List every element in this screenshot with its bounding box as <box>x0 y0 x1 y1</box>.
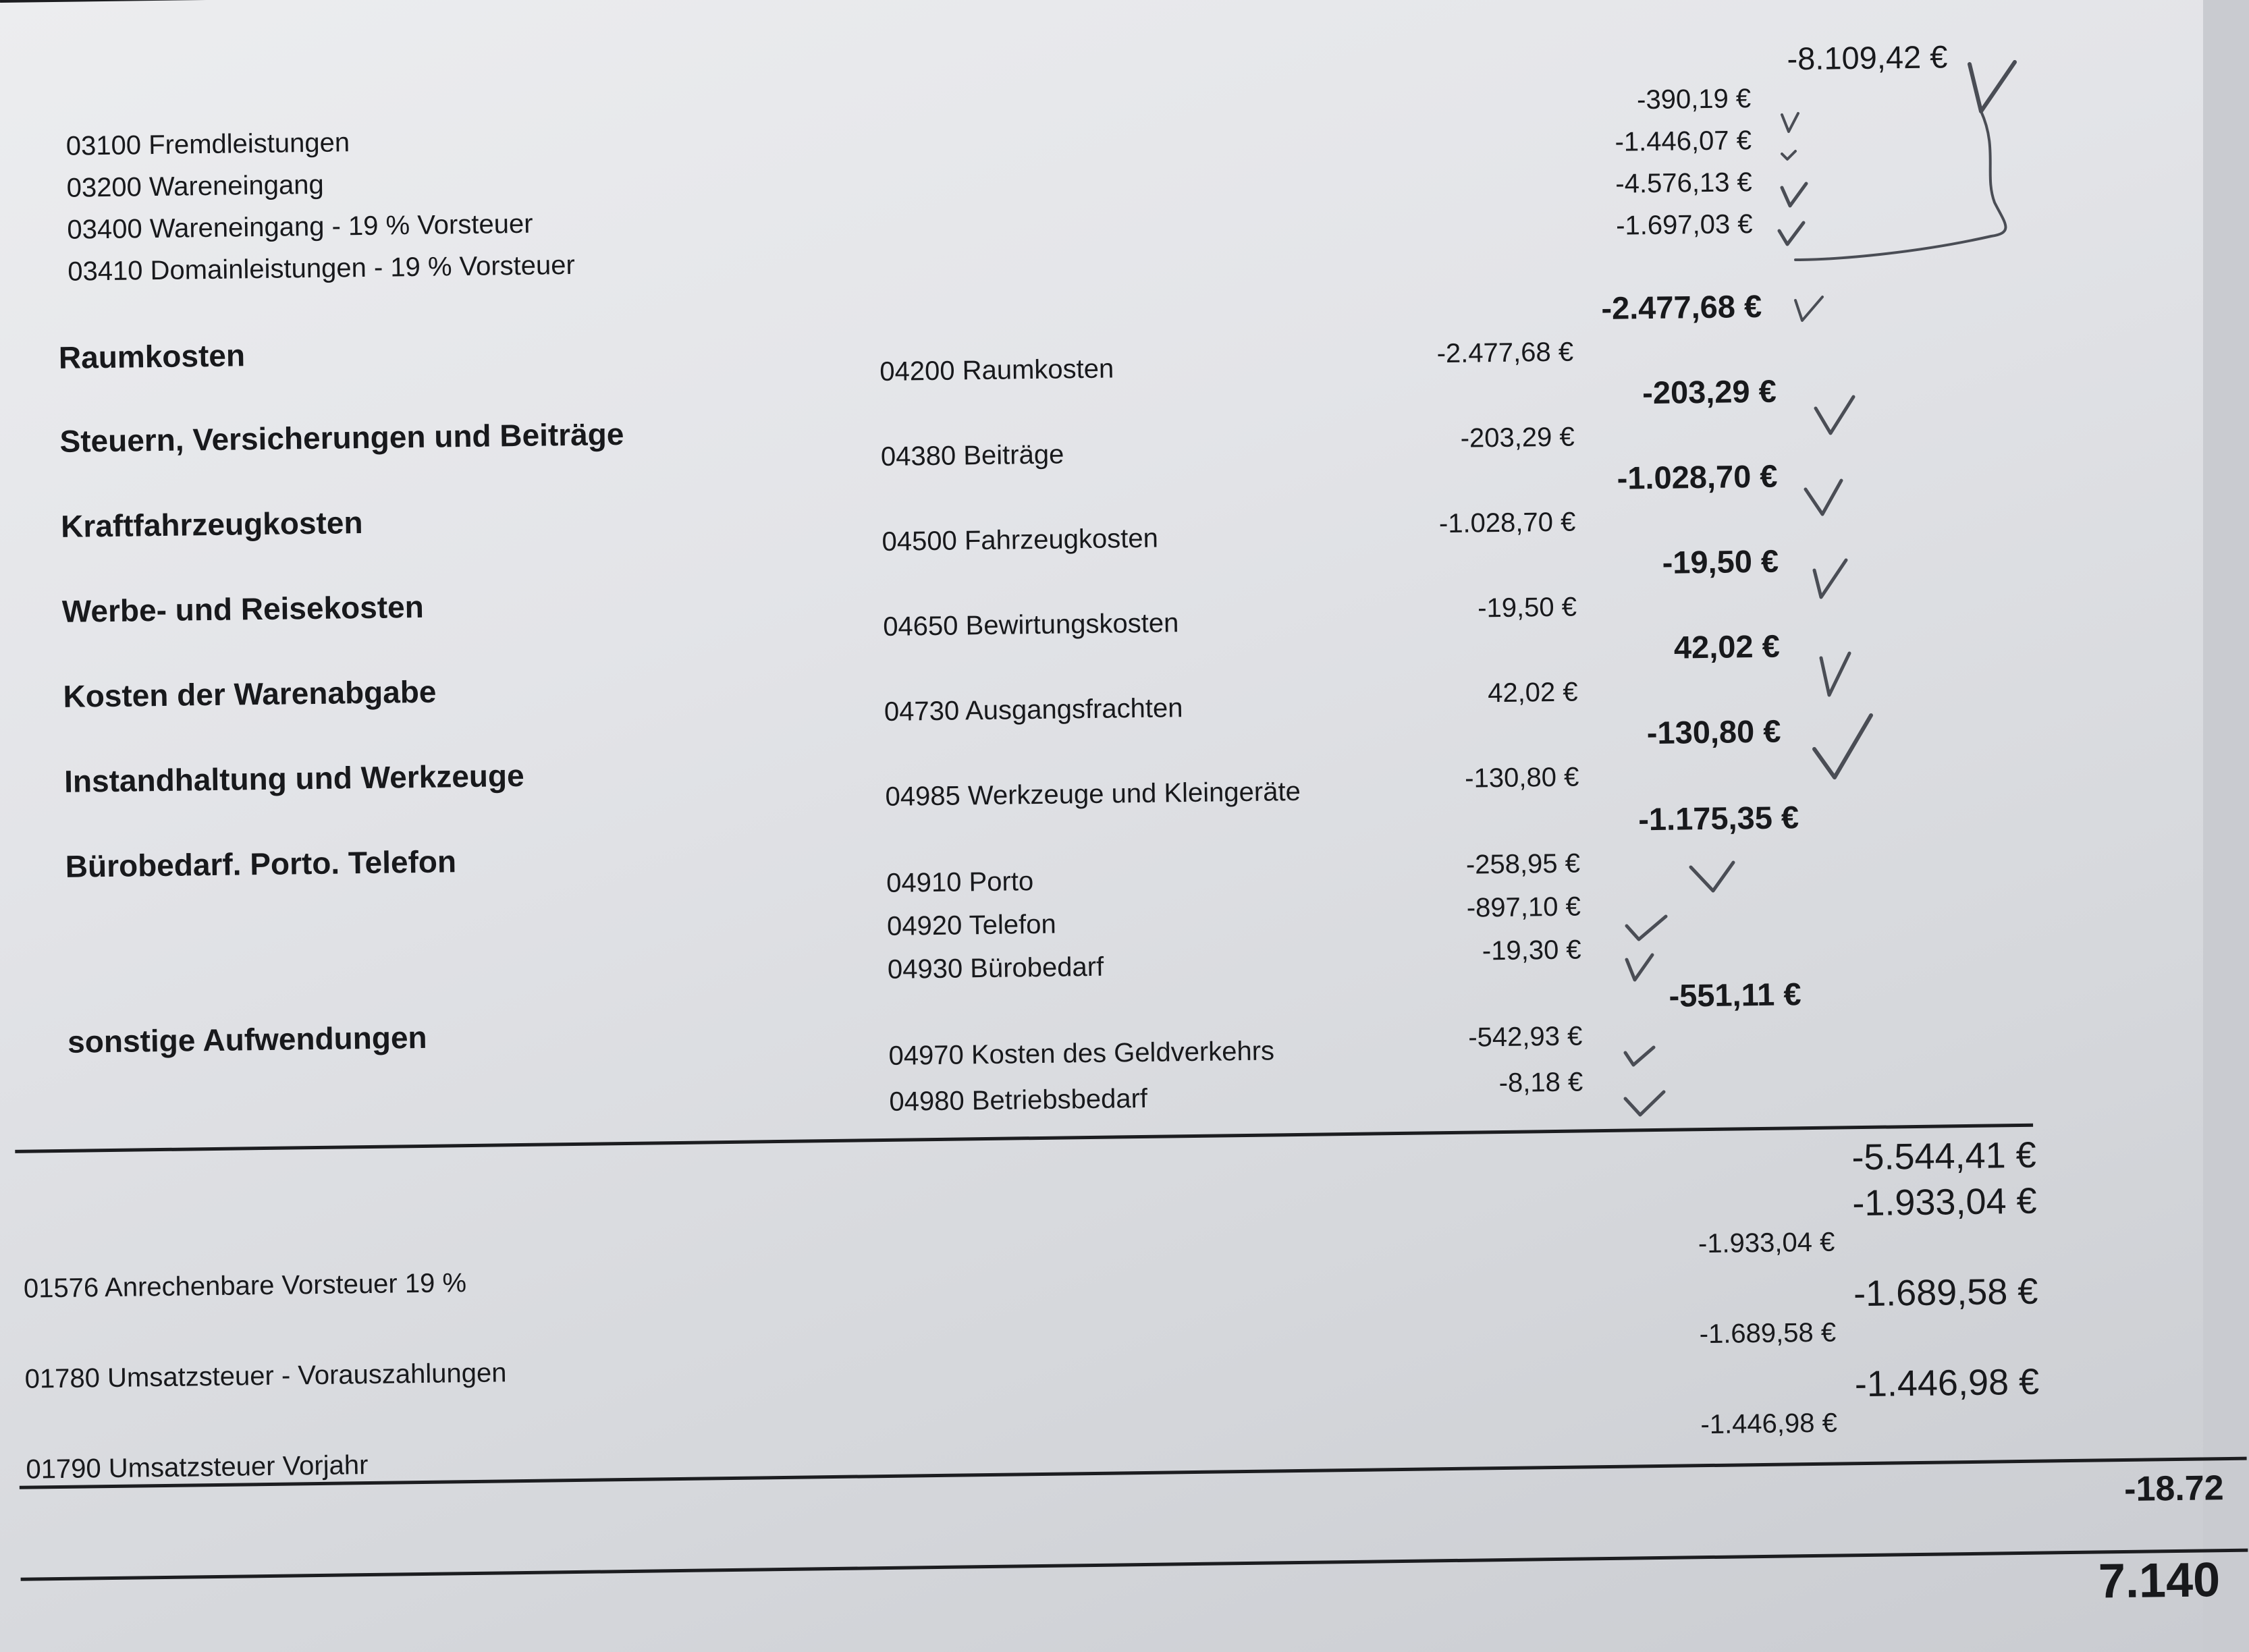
tax-label: 01576 Anrechenbare Vorsteuer 19 % <box>23 1268 467 1304</box>
account-label: 03400 Wareneingang - 19 % Vorsteuer <box>67 209 533 245</box>
account-value: -258,95 € <box>1465 848 1581 880</box>
group-total: 42,02 € <box>1673 628 1781 665</box>
account-value: -390,19 € <box>1636 84 1752 115</box>
group-heading: Werbe- und Reisekosten <box>61 588 425 629</box>
group-heading: Raumkosten <box>58 337 246 375</box>
account-value: -1.697,03 € <box>1615 209 1753 241</box>
account-label: 04650 Bewirtungskosten <box>882 608 1179 642</box>
account-label: 04930 Bürobedarf <box>887 952 1104 985</box>
tax-value: -1.689,58 € <box>1699 1317 1837 1350</box>
group-total: -1.175,35 € <box>1637 799 1799 837</box>
group-heading: Kosten der Warenabgabe <box>63 673 437 714</box>
account-label: 03200 Wareneingang <box>66 169 324 203</box>
account-value: -2.477,68 € <box>1436 337 1574 369</box>
group-total: -19,50 € <box>1662 543 1779 580</box>
account-label: 04380 Beiträge <box>880 439 1064 472</box>
account-value: -897,10 € <box>1466 891 1581 923</box>
group-heading: Bürobedarf. Porto. Telefon <box>65 844 457 884</box>
account-label: 04730 Ausgangsfrachten <box>884 693 1183 727</box>
group-heading: Instandhaltung und Werkzeuge <box>63 757 524 799</box>
expenses-total: -5.544,41 € <box>1851 1134 2037 1178</box>
tax-label: 01790 Umsatzsteuer Vorjahr <box>26 1450 369 1485</box>
top-rule <box>0 0 877 3</box>
group-total: -2.477,68 € <box>1601 287 1762 326</box>
account-label: 03410 Domainleistungen - 19 % Vorsteuer <box>67 250 576 287</box>
account-value: -19,30 € <box>1482 935 1581 966</box>
group-total: -551,11 € <box>1669 976 1801 1014</box>
tax-value: -1.933,04 € <box>1698 1227 1835 1259</box>
account-value: -542,93 € <box>1467 1021 1583 1053</box>
grand-subtotal: -18.72 <box>2123 1468 2224 1509</box>
group-total: -130,80 € <box>1646 713 1781 751</box>
tax-label: 01780 Umsatzsteuer - Vorauszahlungen <box>24 1358 507 1394</box>
tax-value: -1.446,98 € <box>1700 1408 1838 1440</box>
account-label: 04500 Fahrzeugkosten <box>882 523 1159 557</box>
account-value: 42,02 € <box>1487 677 1578 709</box>
account-label: 04200 Raumkosten <box>879 354 1114 387</box>
result-total: 7.140 <box>2098 1553 2221 1609</box>
group-total: -1.028,70 € <box>1617 458 1778 496</box>
group-heading: sonstige Aufwendungen <box>67 1019 427 1059</box>
account-value: -1.446,07 € <box>1615 126 1752 157</box>
account-value: -203,29 € <box>1460 422 1575 453</box>
account-label: 04985 Werkzeuge und Kleingeräte <box>885 776 1301 812</box>
account-value: -19,50 € <box>1477 592 1577 624</box>
wareneinkauf-total: -8.109,42 € <box>1787 38 1948 77</box>
account-label: 04980 Betriebsbedarf <box>889 1083 1148 1117</box>
tax-total: -1.933,04 € <box>1851 1180 2037 1224</box>
group-heading: Kraftfahrzeugkosten <box>60 505 363 544</box>
account-value: -4.576,13 € <box>1615 167 1753 199</box>
account-label: 04920 Telefon <box>886 909 1056 941</box>
tax-total: -1.689,58 € <box>1853 1271 2038 1315</box>
subtotal-rule <box>15 1124 2033 1153</box>
account-value: -8,18 € <box>1498 1067 1583 1099</box>
group-total: -203,29 € <box>1642 373 1777 411</box>
account-label: 04910 Porto <box>886 866 1034 898</box>
tax-total: -1.446,98 € <box>1854 1361 2040 1405</box>
result-rule <box>21 1549 2248 1581</box>
account-value: -130,80 € <box>1464 762 1579 794</box>
account-label: 04970 Kosten des Geldverkehrs <box>888 1036 1275 1071</box>
account-value: -1.028,70 € <box>1438 507 1576 539</box>
group-heading: Steuern, Versicherungen und Beiträge <box>59 416 624 459</box>
account-label: 03100 Fremdleistungen <box>65 128 350 161</box>
